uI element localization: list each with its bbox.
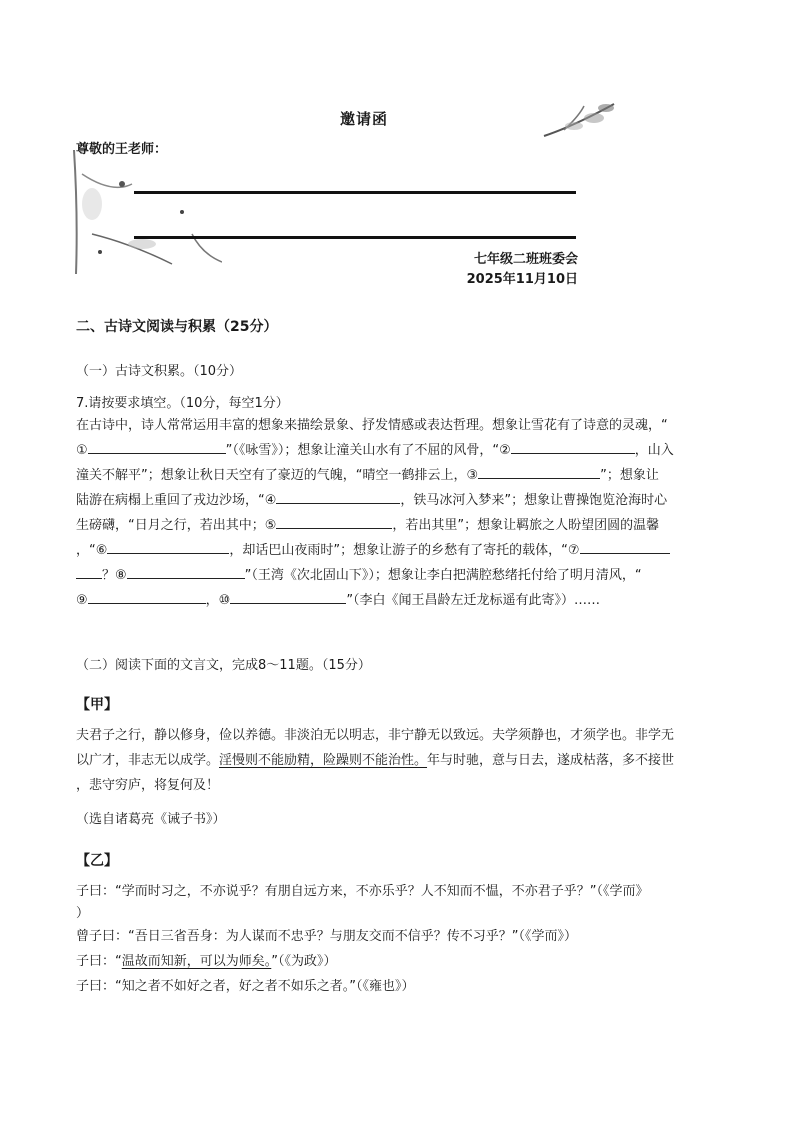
- invitation-card: [72, 96, 620, 288]
- question7-body: [76, 413, 720, 613]
- writing-line: [134, 236, 576, 239]
- q7-line: ① ”（《咏雪》）；想象让潼关山水有了不屈的风骨，“② ，山入: [76, 438, 720, 463]
- part2-heading: （二）阅读下面的文言文，完成8～11题。（15分）: [76, 658, 371, 673]
- question7-title: 7.请按要求填空。（10分，每空1分）: [76, 396, 289, 411]
- answer-blank-7[interactable]: [580, 539, 670, 554]
- underlined-sentence: 温故而知新，可以为师矣。: [121, 954, 272, 969]
- invitation-title: 邀请函: [340, 110, 389, 128]
- answer-blank-2[interactable]: [511, 439, 635, 454]
- invitation-greeting: 尊敬的王老师：: [76, 142, 168, 157]
- passage-jia: 夫君子之行，静以修身，俭以养德。非淡泊无以明志，非宁静无以致远。夫学须静也，才须学也。非学无 以广才，非志无以成学。淫慢则不能励精，险躁则不能治性。年与时驰，意与日去，遂成枯落，多不接世 ，悲守穷庐，将复何及！: [76, 728, 675, 793]
- answer-blank-10[interactable]: [230, 589, 346, 604]
- underlined-sentence: 淫慢则不能励精，险躁则不能治性。: [219, 753, 428, 768]
- answer-blank-9[interactable]: [88, 589, 206, 604]
- q7-line: 生磅礴，“日月之行，若出其中；⑤ ，若出其里”；想象让羁旅之人盼望团圆的温馨: [76, 513, 720, 538]
- passage-yi-label: 【乙】: [76, 853, 118, 869]
- ink-flower-decoration: [72, 144, 222, 284]
- passage-jia-label: 【甲】: [76, 697, 118, 713]
- part1-heading: （一）古诗文积累。（10分）: [76, 364, 243, 379]
- answer-blank-5[interactable]: [276, 514, 392, 529]
- passage-yi: 子曰：“学而时习之，不亦说乎？有朋自远方来，不亦乐乎？人不知而不愠，不亦君子乎？”（《学而》 ） 曾子曰：“吾日三省吾身：为人谋而不忠乎？与朋友交而不信乎？传不习乎？”（《学而》） 子曰：“温故而知新，可以为师矣。”（《为政》） 子曰：“知之者不如好之者，好之者不如乐之者。”（《雍也》）: [76, 884, 649, 994]
- q7-line: ？⑧ ”（王湾《次北固山下》）；想象让李白把满腔愁绪托付给了明月清风，“: [76, 563, 720, 588]
- q7-line: ，“⑥ ，却话巴山夜雨时”；想象让游子的乡愁有了寄托的载体，“⑦: [76, 538, 720, 563]
- q7-line: 在古诗中，诗人常常运用丰富的想象来描绘景象、抒发情感或表达哲理。想象让雪花有了诗意的灵魂，“: [76, 418, 668, 433]
- invitation-signer: 七年级二班班委会: [473, 252, 578, 267]
- section-title: 二、古诗文阅读与积累（25分）: [76, 319, 278, 335]
- invitation-date: 2025年11月10日: [466, 272, 578, 287]
- answer-blank-7-cont[interactable]: [76, 564, 102, 579]
- ink-branch-decoration: [534, 96, 624, 156]
- answer-blank-8[interactable]: [127, 564, 245, 579]
- answer-blank-6[interactable]: [107, 539, 229, 554]
- answer-blank-1[interactable]: [88, 439, 226, 454]
- passage-jia-source: （选自诸葛亮《诫子书》）: [76, 812, 226, 827]
- q7-line: 潼关不解平”；想象让秋日天空有了豪迈的气魄，“晴空一鹤排云上，③ ”；想象让: [76, 463, 720, 488]
- q7-line: 陆游在病榻上重回了戎边沙场，“④ ，铁马冰河入梦来”；想象让曹操饱览沧海时心: [76, 488, 720, 513]
- writing-line: [134, 191, 576, 194]
- answer-blank-3[interactable]: [478, 464, 600, 479]
- q7-line: ⑨ ，⑩ ”（李白《闻王昌龄左迁龙标遥有此寄》）……: [76, 588, 720, 613]
- answer-blank-4[interactable]: [276, 489, 400, 504]
